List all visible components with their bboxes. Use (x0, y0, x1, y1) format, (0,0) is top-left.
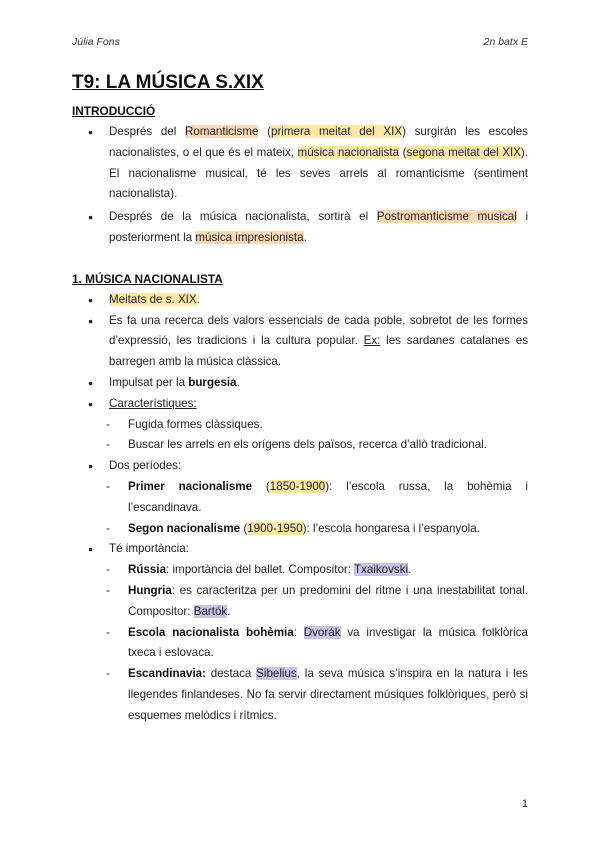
caracteristiques-list (72, 415, 528, 457)
s1-bullet-3 (72, 373, 528, 394)
highlight-musica-impresionista: música impresionista (195, 230, 304, 244)
importancia-list (72, 560, 528, 726)
text: Es fa una recerca dels valors essencials de cada poble, sobretot de les formes d’expressió, les tradicions i la cultura popular. (109, 313, 528, 348)
text: . (236, 375, 240, 389)
bold-term: Escola nacionalista bohèmia (128, 625, 294, 639)
highlight-dates: 1850-1900 (269, 479, 326, 493)
text: Després del (109, 125, 185, 138)
text: . (227, 604, 231, 618)
text: Dos períodes: (109, 459, 182, 473)
header-author: Júlia Fons (72, 36, 120, 48)
bold-burgesia: burgesia (188, 375, 237, 389)
highlight-composer: Dvorák (303, 625, 341, 639)
text: i posteriorment la (109, 210, 529, 244)
highlight-romanticisme: Romanticisme (185, 125, 259, 138)
period-segon (72, 519, 528, 540)
example-label: Ex: (363, 334, 381, 348)
s1-bullet-6 (72, 539, 528, 726)
text: ( (399, 145, 407, 159)
dash-item: - Buscar les arrels en els orígens dels països, recerca d’allò tradicional. (72, 435, 528, 456)
text: va investigar la música folklòrica txeca i eslovaca. (128, 625, 528, 660)
intro-bullet-1 (72, 122, 528, 205)
bold-term: Primer nacionalisme (128, 479, 253, 493)
highlight-primera-meitat: primera meitat del XIX (271, 125, 403, 138)
highlight-dates: 1900-1950 (247, 521, 303, 535)
text: : es caracteritza per un predomini del ritme i una inestabilitat tonal. Compositor: (128, 583, 528, 618)
text: ( (252, 479, 270, 493)
text: Impulsat per la (109, 375, 189, 389)
bold-term: Rússia (128, 563, 167, 577)
s1-bullet-4 (72, 394, 528, 456)
highlight-segona-meitat: segona meitat del XIX (406, 145, 521, 159)
bold-term: Escandinavia: (128, 667, 206, 681)
s1-bullet-5 (72, 456, 528, 539)
highlight-postromanticisme: Postromanticisme musical (376, 210, 517, 224)
highlight-composer: Bartók (193, 604, 228, 618)
intro-bullet-2 (72, 207, 528, 249)
header-course: 2n batx E (483, 36, 528, 48)
school-escandinavia (72, 664, 528, 726)
text: : importància del ballet. Compositor: (166, 563, 354, 577)
text: ( (258, 125, 271, 138)
highlight-composer: Txaikovski (353, 563, 409, 577)
text: : (293, 625, 304, 639)
text: ): l’escola hongaresa i l’espanyola. (302, 521, 480, 535)
section1-list (72, 290, 528, 727)
text: ): l’escola russa, la bohèmia i l’escandinava. (128, 479, 528, 514)
page-title: T9: LA MÚSICA S.XIX (72, 72, 264, 93)
bold-term: Segon nacionalisme (128, 521, 241, 535)
dash-item: - Fugida formes clàssiques. (72, 415, 528, 436)
text: les sardanes catalanes es barregen amb la música clàssica. (109, 334, 528, 369)
text: . (196, 292, 200, 306)
text: , la seva música s’inspira en la natura i les llegendes finlandeses. No fa servir directament músiques folklòriques, però si esquemes melòdics i rítmics. (128, 667, 528, 722)
text: Després de la música nacionalista, sortirà el (109, 210, 377, 224)
page-number: 1 (521, 798, 528, 810)
intro-list (72, 122, 528, 249)
highlight-musica-nacionalista: música nacionalista (297, 145, 400, 159)
school-russia (72, 560, 528, 581)
document-body (72, 68, 528, 727)
text: ). El nacionalisme musical, té les seves arrels al romanticisme (sentiment nacionalista). (109, 145, 528, 201)
section1-heading: 1. MÚSICA NACIONALISTA (72, 271, 223, 286)
text: ) surgirán les escoles nacionalistes, o el que és el mateix, (109, 125, 528, 159)
text: . (303, 230, 307, 244)
periodes-list (72, 477, 528, 539)
s1-bullet-2 (72, 311, 528, 373)
text: Té importància: (109, 542, 189, 556)
school-bohemia (72, 623, 528, 665)
bold-term: Hungria (128, 583, 172, 597)
period-primer (72, 477, 528, 519)
school-hungria (72, 581, 528, 623)
text: destaca (205, 667, 257, 681)
text: . (408, 563, 412, 577)
highlight-composer: Sibelius (256, 667, 297, 681)
text: ( (240, 521, 248, 535)
spacer (72, 249, 528, 269)
s1-bullet-1 (72, 290, 528, 311)
caracteristiques-label: Característiques: (109, 396, 197, 410)
highlight-meitats: Meitats de s. XIX (109, 292, 197, 306)
intro-heading: INTRODUCCIÓ (72, 104, 156, 118)
